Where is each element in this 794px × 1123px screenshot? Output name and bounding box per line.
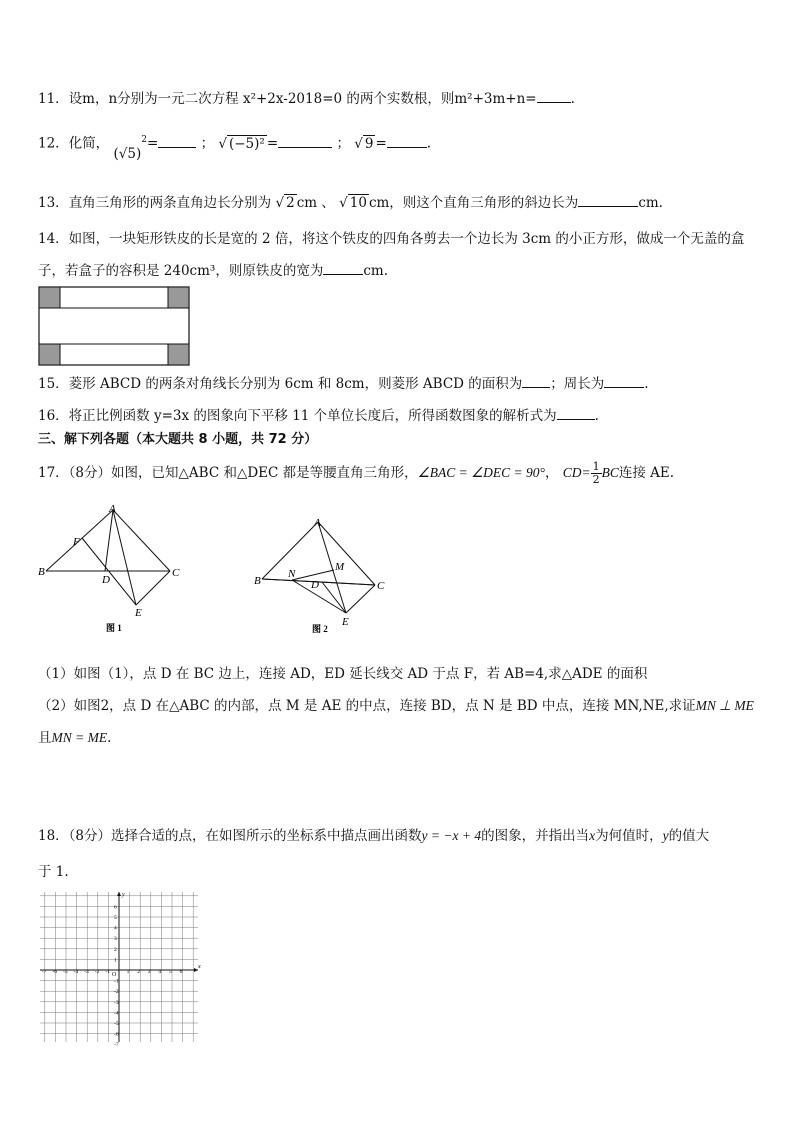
q12-expr1	[113, 135, 147, 162]
q11-text: 设m，n分别为一元二次方程 x²+2x-2018=0 的两个实数根，则m²+3m+n=	[68, 91, 537, 107]
q18-coordinate-grid	[38, 888, 202, 1046]
fig1-edge-AC	[113, 510, 170, 571]
iron-sheet-rect	[39, 287, 189, 365]
q13-end: cm.	[638, 195, 663, 211]
q17-part2-and: 且	[38, 730, 52, 746]
x-tick-label: -1	[105, 969, 110, 975]
q11-end: .	[570, 91, 575, 107]
x-tick-label: 1	[126, 969, 130, 975]
x-tick-label: -4	[73, 969, 79, 975]
fig1-label-B: B	[38, 566, 45, 578]
q17-part1: （1）如图（1），点 D 在 BC 边上，连接 AD，ED 延长线交 AD 于点 F，若 AB=4,求△ADE 的面积	[38, 666, 648, 682]
q12-number: 12．化简，	[38, 135, 110, 152]
q12-line	[38, 130, 432, 162]
q17-part2-equal: MN = ME	[51, 730, 108, 745]
corner-square-bl	[39, 344, 60, 365]
q13-unit1: cm 、	[296, 195, 335, 211]
fig2-label-N: N	[288, 568, 296, 580]
q16-text: 16．将正比例函数 y=3x 的图象向下平移 11 个单位长度后，所得函数图象的解析式为	[38, 408, 557, 424]
q12-blank3[interactable]	[387, 133, 427, 148]
q18-line2: 于 1.	[38, 864, 69, 880]
fig2-caption: 图 2	[312, 624, 328, 634]
q12-expr3: √ 9	[354, 135, 374, 152]
q17-part2-end: .	[107, 730, 112, 746]
y-axis-label: y	[122, 892, 125, 898]
q15-line	[38, 373, 649, 394]
q18-text1: 18．（8分）选择合适的点，在如图所示的坐标系中描点画出函数	[38, 828, 422, 844]
q18-function: y = −x + 4	[421, 828, 482, 843]
q17-angle-math: ∠BAC = ∠DEC = 90°	[417, 465, 545, 480]
x-tick-label: 2	[137, 969, 140, 975]
fig2-label-M: M	[335, 561, 345, 573]
q13-answer-blank[interactable]	[578, 192, 638, 207]
fig1-edge-CE	[136, 571, 170, 605]
q15-blank-perimeter[interactable]	[604, 373, 644, 388]
y-tick-label: -2	[114, 989, 119, 996]
q12-expr1-base: (√5)	[113, 145, 142, 162]
q17-sep: ，	[544, 465, 559, 481]
q18-line1	[38, 826, 709, 846]
y-tick-label: -1	[114, 978, 119, 985]
y-tick-label: -7	[114, 1042, 119, 1046]
fig2-label-A: A	[314, 517, 321, 529]
q14-end: cm.	[363, 263, 388, 279]
q17-frac-den: 2	[592, 473, 600, 486]
q13-line	[38, 192, 663, 213]
section-3-heading: 三、解下列各题（本大题共 8 小题，共 72 分）	[38, 432, 318, 447]
q14-line1: 14．如图，一块矩形铁皮的长是宽的 2 倍，将这个铁皮的四角各剪去一个边长为 3cm 的小正方形，做成一个无盖的盒	[38, 231, 745, 247]
q14-answer-blank[interactable]	[323, 260, 363, 275]
corner-square-tl	[39, 287, 60, 308]
y-tick-label: -5	[114, 1021, 119, 1027]
fig2-edge-DC	[322, 582, 375, 585]
q17-bc: BC	[601, 465, 619, 480]
q17-part2-perp: MN ⊥ ME	[695, 698, 754, 713]
x-tick-label: 6	[179, 969, 183, 975]
x-tick-label: 4	[158, 969, 162, 975]
fig1-label-F: F	[73, 536, 80, 548]
q11-answer-blank[interactable]	[537, 88, 571, 103]
fig2-edge-AC	[318, 522, 375, 585]
q12-expr2-radicand: (−5)²	[228, 135, 265, 152]
y-tick-label: 1	[114, 957, 117, 964]
q13-sqrt10-radicand: 10	[349, 195, 367, 211]
q18-text2: 的图象，并指出当	[481, 828, 590, 844]
q13-number: 13．	[38, 195, 69, 211]
q17-part2-line2	[38, 728, 111, 748]
fig2-edge-CE	[346, 585, 375, 613]
q18-var-x: x	[589, 828, 596, 843]
q17-head-text: 17．（8分）如图，已知△ABC 和△DEC 都是等腰直角三角形，	[38, 465, 418, 481]
fig2-edge-NE	[292, 580, 346, 613]
y-tick-label: 5	[114, 915, 117, 921]
q12-expr1-exp: 2	[141, 135, 147, 145]
q12-eq3: =	[375, 135, 387, 152]
q17-frac-num: 1	[592, 460, 600, 473]
fig2-label-B: B	[254, 575, 261, 587]
q16-answer-blank[interactable]	[557, 405, 595, 420]
q18-text4: 的值大	[668, 828, 710, 844]
q16-line	[38, 405, 599, 426]
fig1-label-A: A	[109, 503, 116, 515]
q12-expr2: √ (−5)²	[218, 135, 265, 152]
x-tick-label: 3	[147, 969, 151, 975]
x-tick-label: -3	[84, 969, 89, 975]
y-tick-label: -4	[114, 1010, 119, 1017]
x-tick-label: -5	[63, 969, 68, 975]
q16-end: .	[594, 408, 599, 424]
q15-text: 15．菱形 ABCD 的两条对角线长分别为 6cm 和 8cm，则菱形 ABCD 的面积为	[38, 376, 523, 392]
q15-blank-area[interactable]	[522, 373, 550, 388]
x-tick-label: 5	[169, 969, 172, 975]
y-axis-arrow-icon	[117, 892, 121, 896]
fig1-caption: 图 1	[106, 623, 122, 633]
q18-var-y: y	[662, 828, 669, 843]
q12-eq2: =	[266, 135, 279, 152]
y-tick-label: -6	[114, 1031, 119, 1038]
q12-blank2[interactable]	[278, 133, 332, 148]
q17-part2-text: （2）如图2，点 D 在△ABC 的内部，点 M 是 AE 的中点，连接 BD，点 N 是 BD 中点，连接 MN,NE,求证	[38, 698, 696, 714]
q12-end: .	[426, 135, 432, 152]
y-tick-label: 2	[114, 946, 117, 953]
q17-figure-1	[38, 500, 198, 640]
q13-text1: 直角三角形的两条直角边长分别为	[68, 195, 272, 211]
q12-eq1: =	[146, 135, 159, 152]
q12-sep2: ；	[336, 135, 350, 152]
q11-number: 11．	[38, 91, 69, 107]
corner-square-tr	[168, 287, 189, 308]
fig2-edge-DE	[322, 582, 346, 613]
x-axis-label: x	[198, 964, 201, 970]
fig1-label-C: C	[172, 567, 180, 579]
y-tick-label: -3	[114, 999, 119, 1006]
fig1-label-D: D	[102, 574, 110, 586]
q17-figure-2	[250, 512, 400, 642]
q13-sqrt2: √ 2	[275, 195, 295, 211]
q18-text3: 为何值时，	[595, 828, 663, 844]
q12-expr3-radicand: 9	[364, 135, 374, 152]
fig2-label-D: D	[311, 579, 319, 591]
fig1-edge-AD	[105, 510, 113, 571]
corner-square-br	[168, 344, 189, 365]
q17-fraction	[591, 461, 602, 486]
fig2-label-C: C	[377, 580, 385, 592]
q14-figure	[38, 286, 190, 366]
q17-part2-line1	[38, 696, 754, 716]
q17-cd: CD=	[562, 465, 591, 480]
x-tick-label: -2	[94, 969, 100, 975]
fig1-label-E: E	[135, 607, 142, 619]
q13-unit2: cm，则这个直角三角形的斜边长为	[368, 195, 579, 211]
q12-blank1[interactable]	[158, 133, 196, 148]
y-tick-label: 4	[114, 925, 117, 932]
q15-end: .	[644, 376, 649, 392]
x-tick-label: -6	[52, 969, 57, 975]
y-tick-label: 3	[114, 936, 117, 943]
x-tick-label: -7	[41, 969, 47, 975]
q13-sqrt2-radicand: 2	[286, 195, 295, 211]
q17-heading	[38, 461, 674, 486]
q12-sep1: ；	[200, 135, 215, 152]
q14-line2-text: 子，若盒子的容积是 240cm³，则原铁皮的宽为	[38, 263, 324, 279]
y-tick-label: 6	[114, 904, 117, 911]
q11-line	[38, 88, 575, 109]
q14-line2	[38, 260, 388, 281]
q15-mid: ；周长为	[550, 376, 605, 392]
origin-label: O	[112, 972, 117, 978]
q17-tail: 连接 AE.	[618, 465, 675, 481]
q13-sqrt10: √ 10	[339, 195, 367, 211]
fig2-label-E: E	[342, 616, 349, 628]
